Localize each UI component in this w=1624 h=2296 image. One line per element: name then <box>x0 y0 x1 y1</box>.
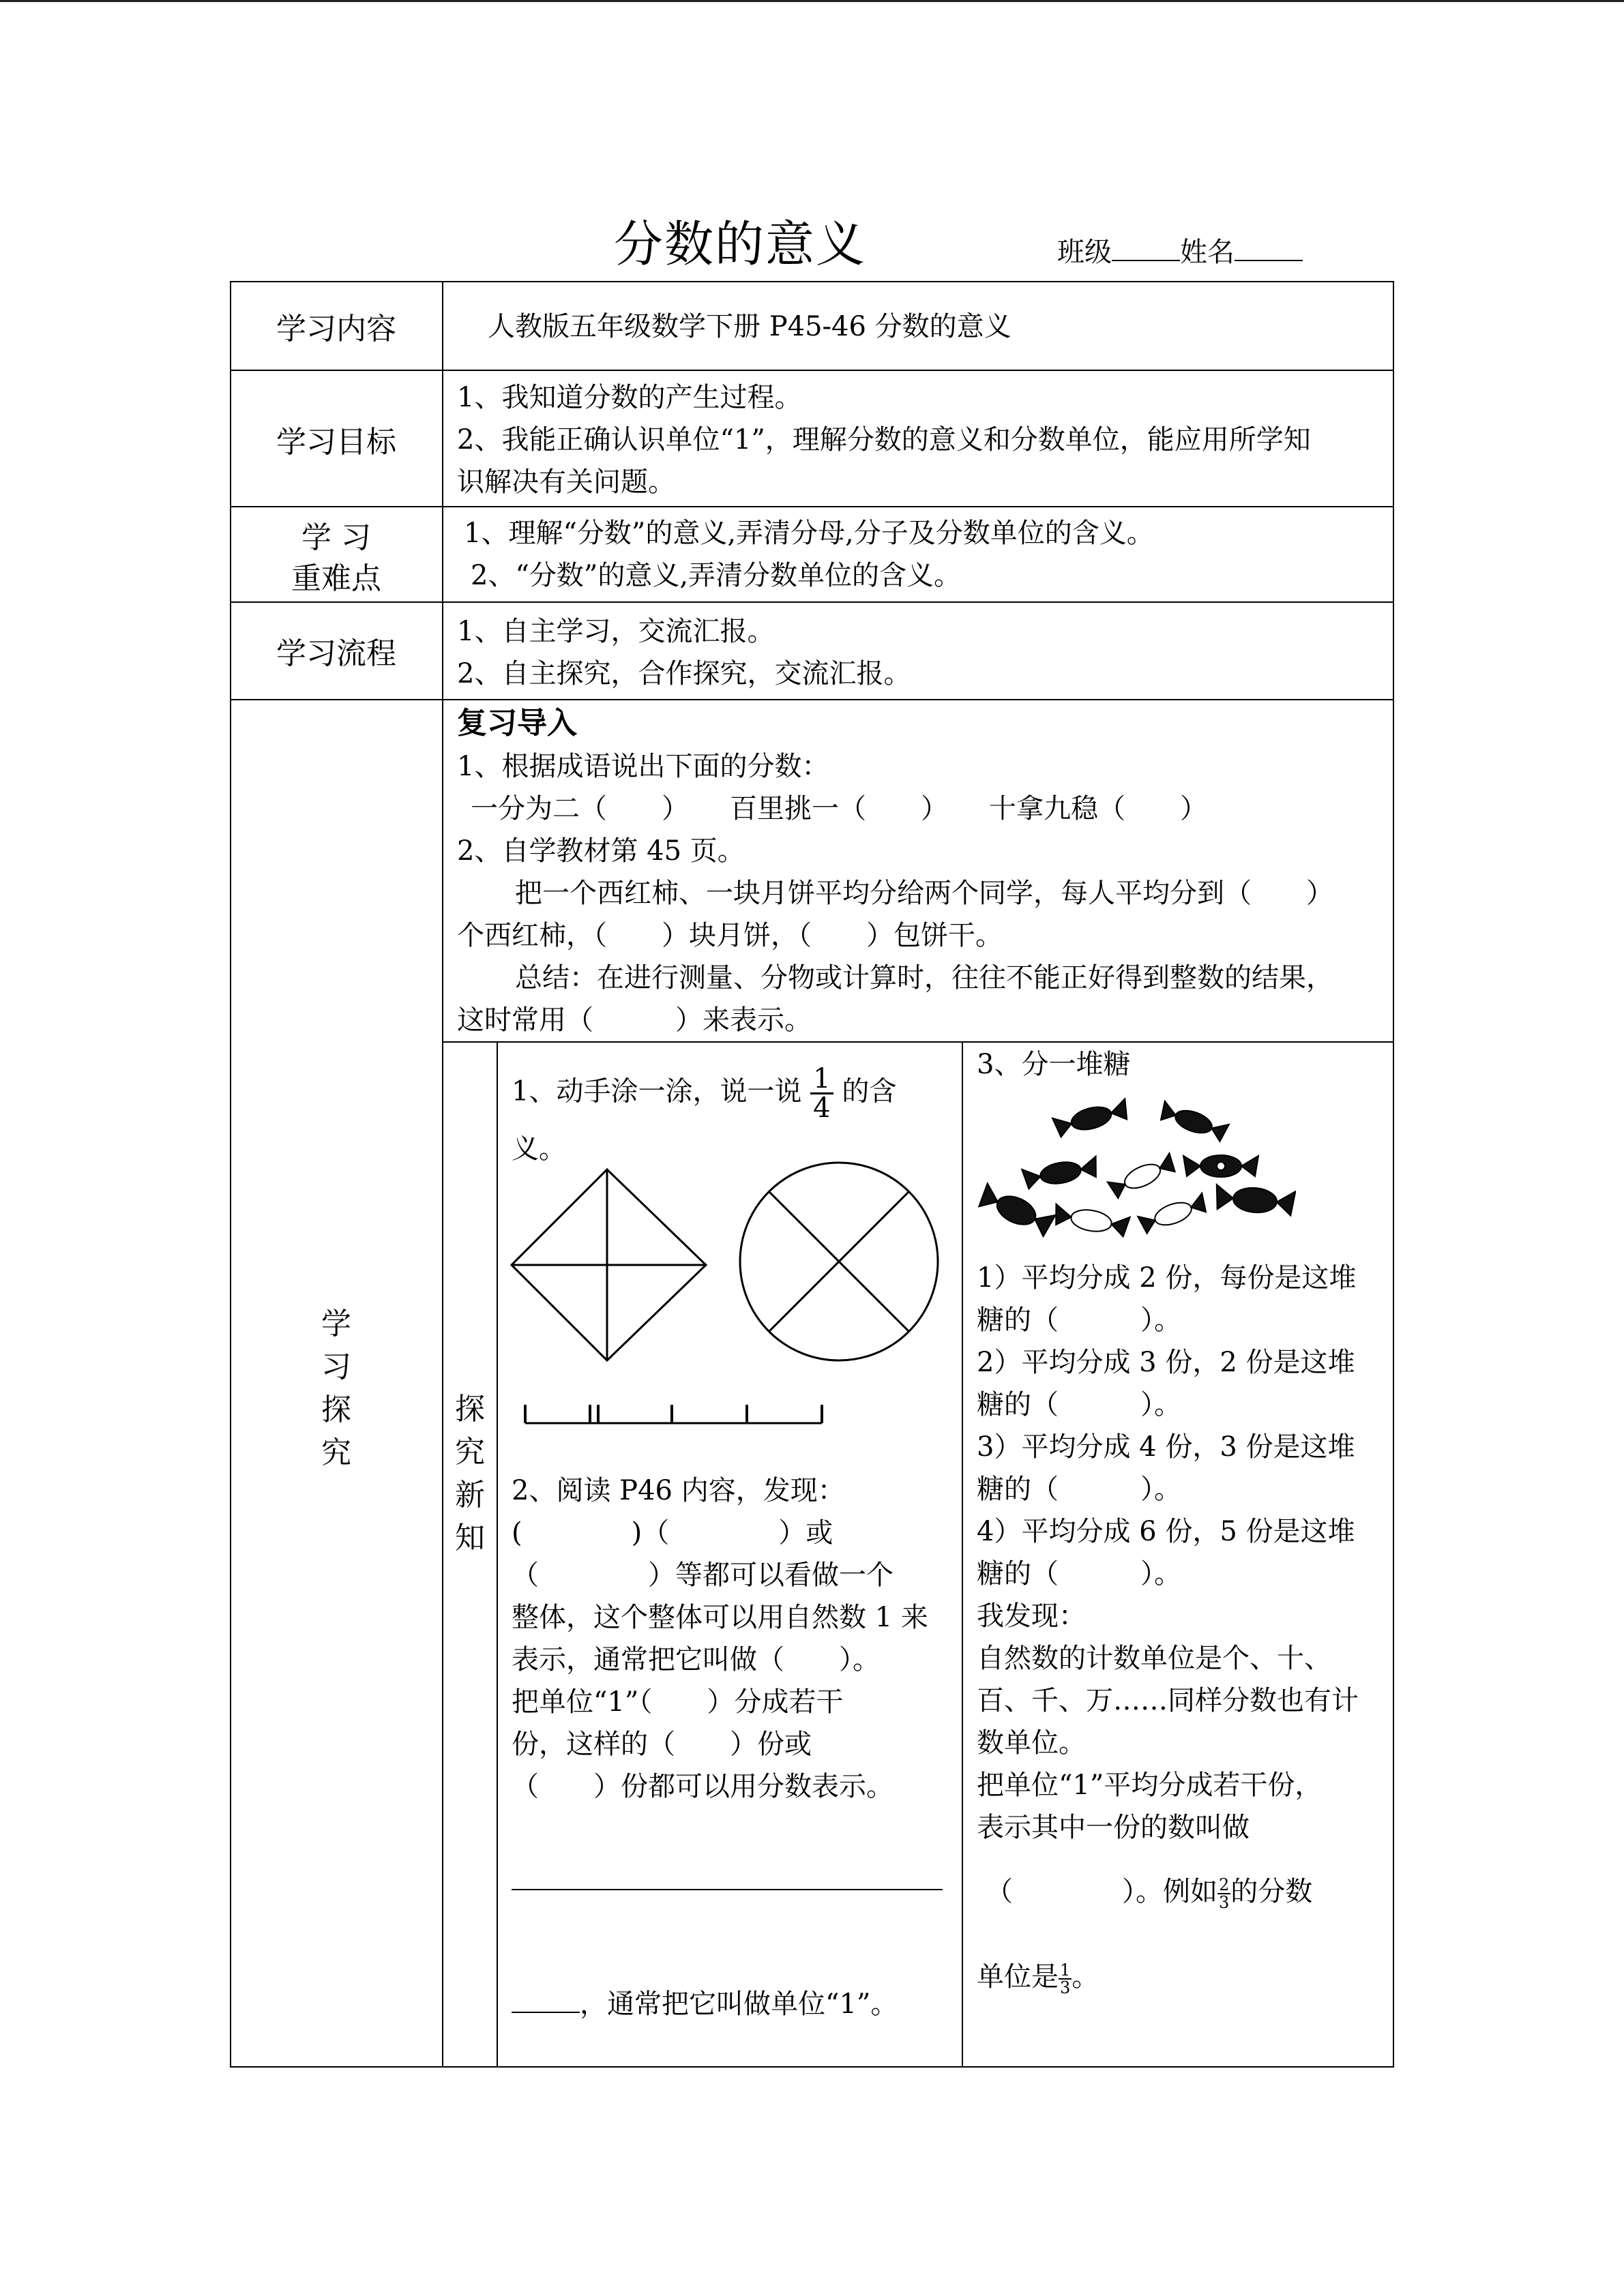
goals-line-1: 1、我知道分数的产生过程。 <box>457 382 802 413</box>
right-line-3: 2）平均分成 3 份，2 份是这堆 <box>977 1347 1355 1378</box>
example-after: 的分数 <box>1230 1876 1313 1907</box>
right-line-5: 3）平均分成 4 份，3 份是这堆 <box>977 1431 1355 1463</box>
right-line-13: 把单位“1”平均分成若干份， <box>977 1770 1323 1801</box>
goals-line-3: 识解决有关问题。 <box>457 466 675 498</box>
review-line-4: 把一个西红柿、一块月饼平均分给两个同学，每人平均分到（ ） <box>515 878 1333 909</box>
q2-line-6: 把单位“1”（ ）分成若干 <box>512 1686 844 1718</box>
example-before: （ ）。例如 <box>986 1876 1217 1907</box>
new-label-3: 新 <box>455 1478 485 1512</box>
q3-title: 3、分一堆糖 <box>977 1049 1131 1080</box>
explore-label-2: 习 <box>321 1350 351 1384</box>
right-line-11: 百、千、万……同样分数也有计 <box>977 1685 1359 1716</box>
content-label: 学习内容 <box>276 312 396 346</box>
explore-label-3: 探 <box>321 1392 351 1427</box>
review-heading: 复习导入 <box>457 706 577 741</box>
name-blank[interactable] <box>1235 237 1303 261</box>
candy-image <box>975 1091 1296 1262</box>
top-border <box>0 0 1624 2</box>
last-blank[interactable] <box>512 1991 580 2013</box>
q2-line-4: 整体，这个整体可以用自然数 1 来 <box>512 1602 928 1633</box>
review-line-1: 1、根据成语说出下面的分数： <box>457 751 829 782</box>
key-label-line1: 学 习 <box>301 520 371 555</box>
q1-frac-den: 4 <box>813 1092 831 1124</box>
segment-figure[interactable] <box>522 1401 836 1429</box>
right-line-8: 糖的（ ）。 <box>977 1558 1181 1590</box>
name-label: 姓名 <box>1180 237 1235 268</box>
diamond-figure[interactable] <box>508 1166 713 1364</box>
q2-line-3: （ ）等都可以看做一个 <box>512 1560 894 1591</box>
last-text: ，通常把它叫做单位“1”。 <box>580 1988 898 2020</box>
page-title: 分数的意义 <box>614 215 867 273</box>
answer-line[interactable] <box>512 1889 943 1890</box>
review-line-3: 2、自学教材第 45 页。 <box>457 835 745 867</box>
q1-frac-num: 1 <box>810 1065 833 1094</box>
q1-fraction <box>810 1065 833 1122</box>
q1-text <box>512 1065 896 1122</box>
q2-line-5: 表示，通常把它叫做（ ）。 <box>512 1644 880 1675</box>
right-line-10: 自然数的计数单位是个、十、 <box>977 1643 1331 1674</box>
q1-line2: 义。 <box>512 1133 566 1165</box>
key-label-line2: 重难点 <box>291 561 381 596</box>
class-name-fields <box>1057 230 1303 269</box>
right-line-12: 数单位。 <box>977 1727 1086 1759</box>
right-line-6: 糖的（ ）。 <box>977 1474 1181 1505</box>
key-line-1: 1、理解“分数”的意义,弄清分母,分子及分数单位的含义。 <box>464 518 1154 549</box>
q2-line-1: 2、阅读 P46 内容，发现： <box>512 1475 845 1506</box>
example-den: 3 <box>1219 1893 1230 1912</box>
review-line-6: 总结：在进行测量、分物或计算时，往往不能正好得到整数的结果， <box>515 962 1333 994</box>
flow-line-1: 1、自主学习，交流汇报。 <box>457 616 775 647</box>
right-line-9: 我发现： <box>977 1600 1086 1632</box>
example-num: 2 <box>1219 1875 1230 1894</box>
circle-figure[interactable] <box>737 1159 941 1364</box>
q2-line-2: ( )（ ）或 <box>512 1517 833 1549</box>
explore-label-4: 究 <box>321 1435 351 1470</box>
unit-after: 。 <box>1072 1961 1099 1993</box>
explore-label-1: 学 <box>321 1307 351 1341</box>
review-line-5: 个西红柿，（ ）块月饼，（ ）包饼干。 <box>457 920 1003 951</box>
example-fraction <box>1217 1877 1230 1911</box>
right-line-1: 1）平均分成 2 份，每份是这堆 <box>977 1262 1357 1294</box>
right-line-2: 糖的（ ）。 <box>977 1304 1181 1336</box>
q1-after: 的含 <box>842 1075 897 1107</box>
right-line-14: 表示其中一份的数叫做 <box>977 1812 1250 1843</box>
key-line-2: 2、“分数”的意义,弄清分数单位的含义。 <box>471 560 962 591</box>
right-line-7: 4）平均分成 6 份，5 份是这堆 <box>977 1516 1355 1547</box>
goals-label: 学习目标 <box>276 425 396 460</box>
unit-den: 3 <box>1060 1978 1071 1997</box>
content-text: 人教版五年级数学下册 P45-46 分数的意义 <box>488 311 1012 342</box>
unit-line <box>977 1956 1099 1998</box>
new-label-4: 知 <box>455 1521 485 1555</box>
class-label: 班级 <box>1057 237 1112 268</box>
review-line-7: 这时常用（ ）来表示。 <box>457 1004 812 1036</box>
new-label-1: 探 <box>455 1392 485 1427</box>
q2-line-7: 份，这样的（ ）份或 <box>512 1729 812 1760</box>
unit-fraction <box>1059 1962 1072 1996</box>
goals-line-2: 2、我能正确认识单位“1”，理解分数的意义和分数单位，能应用所学知 <box>457 424 1311 456</box>
unit-before: 单位是 <box>977 1961 1059 1993</box>
q2-line-8: （ ）份都可以用分数表示。 <box>512 1771 894 1802</box>
example-line <box>986 1870 1312 1913</box>
new-label-2: 究 <box>455 1435 485 1470</box>
class-blank[interactable] <box>1112 237 1180 261</box>
flow-label: 学习流程 <box>276 636 396 671</box>
review-line-2: 一分为二（ ） 百里挑一（ ） 十拿九稳（ ） <box>471 793 1207 824</box>
unit-num: 1 <box>1060 1960 1071 1980</box>
last-line <box>512 1983 898 2025</box>
right-line-4: 糖的（ ）。 <box>977 1389 1181 1420</box>
q1-before: 1、动手涂一涂，说一说 <box>512 1075 802 1107</box>
flow-line-2: 2、自主探究，合作探究，交流汇报。 <box>457 658 911 689</box>
